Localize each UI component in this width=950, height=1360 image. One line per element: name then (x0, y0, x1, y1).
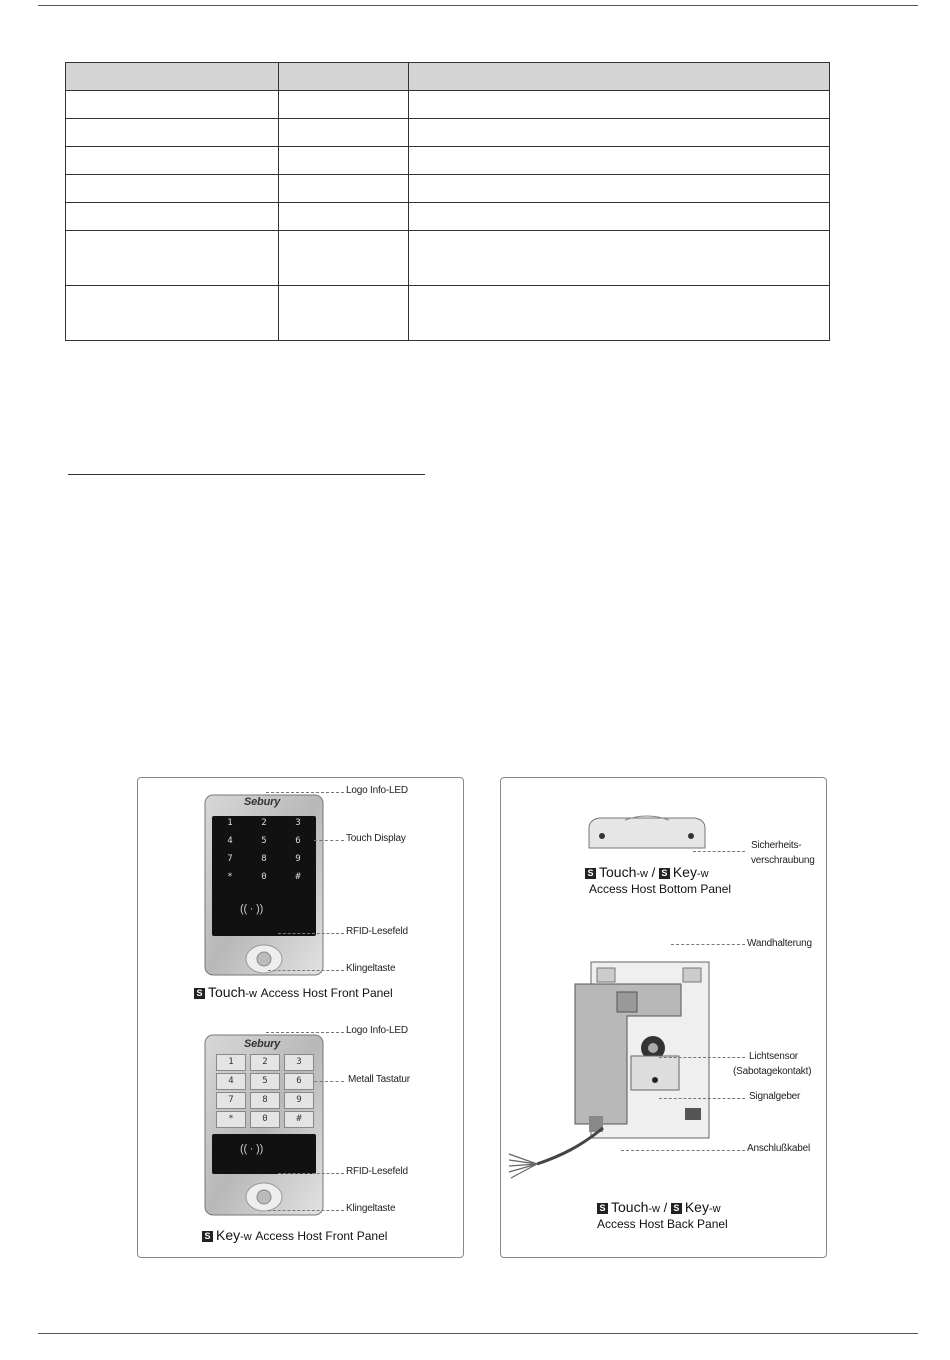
leader-line (693, 851, 745, 852)
caption-model: Key (216, 1227, 241, 1243)
table-cell (66, 203, 279, 231)
caption-model: Key (684, 1199, 709, 1215)
caption-badge: S (597, 1203, 608, 1214)
caption-text: Access Host Front Panel (255, 1229, 388, 1243)
back-caption-models (597, 1199, 721, 1215)
table-cell (66, 147, 279, 175)
label-buzzer: Signalgeber (749, 1091, 801, 1102)
keypad-key[interactable]: 4 (227, 836, 233, 846)
keypad-key[interactable]: # (295, 872, 301, 882)
table-row (66, 119, 830, 147)
label-bell-button: Klingeltaste (346, 963, 396, 974)
table-row (66, 203, 830, 231)
caption-suffix: -w (245, 988, 257, 1000)
front-panels-figure (137, 777, 464, 1258)
caption-badge: S (194, 988, 205, 999)
table-row (66, 147, 830, 175)
bottom-back-panels-figure (500, 777, 827, 1258)
label-touch-display: Touch Display (346, 833, 406, 844)
keypad-key[interactable]: 6 (295, 836, 301, 846)
key-front-caption (202, 1227, 387, 1243)
table-header-row (66, 63, 830, 91)
footer-rule (38, 1333, 918, 1334)
table-cell (409, 147, 830, 175)
label-logo-info-led: Logo Info-LED (346, 1025, 408, 1036)
caption-suffix: -w (648, 1203, 660, 1215)
keypad-key[interactable]: # (284, 1111, 314, 1128)
leader-line (278, 933, 344, 934)
label-security-screw-line1: Sicherheits- (751, 840, 802, 851)
label-logo-info-led: Logo Info-LED (346, 785, 408, 796)
keypad-key[interactable]: 8 (250, 1092, 280, 1109)
table-row (66, 91, 830, 119)
touch-keypad (216, 816, 312, 888)
table-row (66, 286, 830, 341)
table-cell (409, 203, 830, 231)
leader-line (268, 1210, 344, 1211)
table-cell (66, 119, 279, 147)
keypad-key[interactable]: 1 (216, 1054, 246, 1071)
label-tamper-contact: (Sabotagekontakt) (733, 1066, 812, 1077)
table-header-cell (279, 63, 409, 91)
caption-badge: S (671, 1203, 682, 1214)
leader-line (268, 970, 344, 971)
label-wall-mount: Wandhalterung (747, 938, 812, 949)
back-caption-text: Access Host Back Panel (597, 1217, 728, 1231)
keypad-key[interactable]: 2 (261, 818, 267, 828)
leader-line (314, 840, 344, 841)
table-cell (409, 91, 830, 119)
keypad-key[interactable]: 9 (284, 1092, 314, 1109)
table-cell (409, 175, 830, 203)
table-cell (279, 175, 409, 203)
caption-suffix: -w (240, 1231, 252, 1243)
table-cell (66, 175, 279, 203)
keypad-key[interactable]: 0 (250, 1111, 280, 1128)
keypad-key[interactable]: 8 (261, 854, 267, 864)
table-cell (409, 286, 830, 341)
table-cell (66, 231, 279, 286)
leader-line (266, 1032, 344, 1033)
caption-model: Touch (208, 984, 246, 1000)
table-cell (279, 286, 409, 341)
keypad-key[interactable]: * (227, 872, 233, 882)
caption-separator: / (651, 865, 656, 880)
keypad-key[interactable]: 2 (250, 1054, 280, 1071)
table-cell (279, 91, 409, 119)
header-rule (38, 5, 918, 6)
keypad-key[interactable]: 3 (284, 1054, 314, 1071)
table-row (66, 175, 830, 203)
keypad-key[interactable]: 7 (216, 1092, 246, 1109)
table-cell (279, 231, 409, 286)
table-header-cell (409, 63, 830, 91)
leader-line (621, 1150, 745, 1151)
keypad-key[interactable]: 7 (227, 854, 233, 864)
bottom-caption-models (585, 864, 709, 880)
leader-line (314, 1081, 344, 1082)
table-cell (66, 286, 279, 341)
label-security-screw-line2: verschraubung (751, 855, 815, 866)
touch-brand-logo: Sebury (244, 796, 281, 808)
caption-badge: S (585, 868, 596, 879)
keypad-key[interactable]: 5 (250, 1073, 280, 1090)
keypad-key[interactable]: 0 (261, 872, 267, 882)
label-rfid-field: RFID-Lesefeld (346, 926, 408, 937)
caption-badge: S (202, 1231, 213, 1242)
bottom-caption-text: Access Host Bottom Panel (589, 882, 732, 896)
bottom-panel-illustration (585, 814, 709, 850)
table-cell (279, 203, 409, 231)
table-header-cell (66, 63, 279, 91)
touch-front-caption (194, 984, 393, 1000)
table-row (66, 231, 830, 286)
table-cell (279, 119, 409, 147)
caption-badge: S (659, 868, 670, 879)
key-brand-logo: Sebury (244, 1038, 281, 1050)
caption-separator: / (663, 1200, 668, 1215)
caption-model: Key (672, 864, 697, 880)
label-light-sensor: Lichtsensor (749, 1051, 798, 1062)
leader-line (278, 1173, 344, 1174)
key-keypad (216, 1054, 312, 1130)
keypad-key[interactable]: 1 (227, 818, 233, 828)
table-cell (409, 119, 830, 147)
table-cell (66, 91, 279, 119)
keypad-key[interactable]: * (216, 1111, 246, 1128)
key-rfid-symbol: (( · )) (240, 1143, 264, 1155)
leader-line (266, 792, 344, 793)
section-heading-underline (68, 474, 425, 475)
keypad-key[interactable]: 9 (295, 854, 301, 864)
caption-model: Touch (599, 864, 637, 880)
touch-rfid-symbol: (( · )) (240, 903, 264, 915)
caption-suffix: -w (708, 1203, 721, 1215)
keypad-key[interactable]: 3 (295, 818, 301, 828)
caption-suffix: -w (636, 868, 648, 880)
keypad-key[interactable]: 5 (261, 836, 267, 846)
back-panel-illustration (531, 956, 721, 1186)
label-bell-button: Klingeltaste (346, 1203, 396, 1214)
table-cell (409, 231, 830, 286)
caption-suffix: -w (696, 868, 709, 880)
keypad-key[interactable]: 4 (216, 1073, 246, 1090)
leader-line (659, 1098, 745, 1099)
label-connection-cable: Anschlußkabel (747, 1143, 810, 1154)
caption-text: Access Host Front Panel (260, 986, 393, 1000)
caption-model: Touch (611, 1199, 649, 1215)
leader-line (659, 1057, 745, 1058)
keypad-key[interactable]: 6 (284, 1073, 314, 1090)
label-rfid-field: RFID-Lesefeld (346, 1166, 408, 1177)
table-cell (279, 147, 409, 175)
leader-line (671, 944, 745, 945)
spec-table (65, 62, 830, 341)
label-metal-keypad: Metall Tastatur (348, 1074, 410, 1085)
